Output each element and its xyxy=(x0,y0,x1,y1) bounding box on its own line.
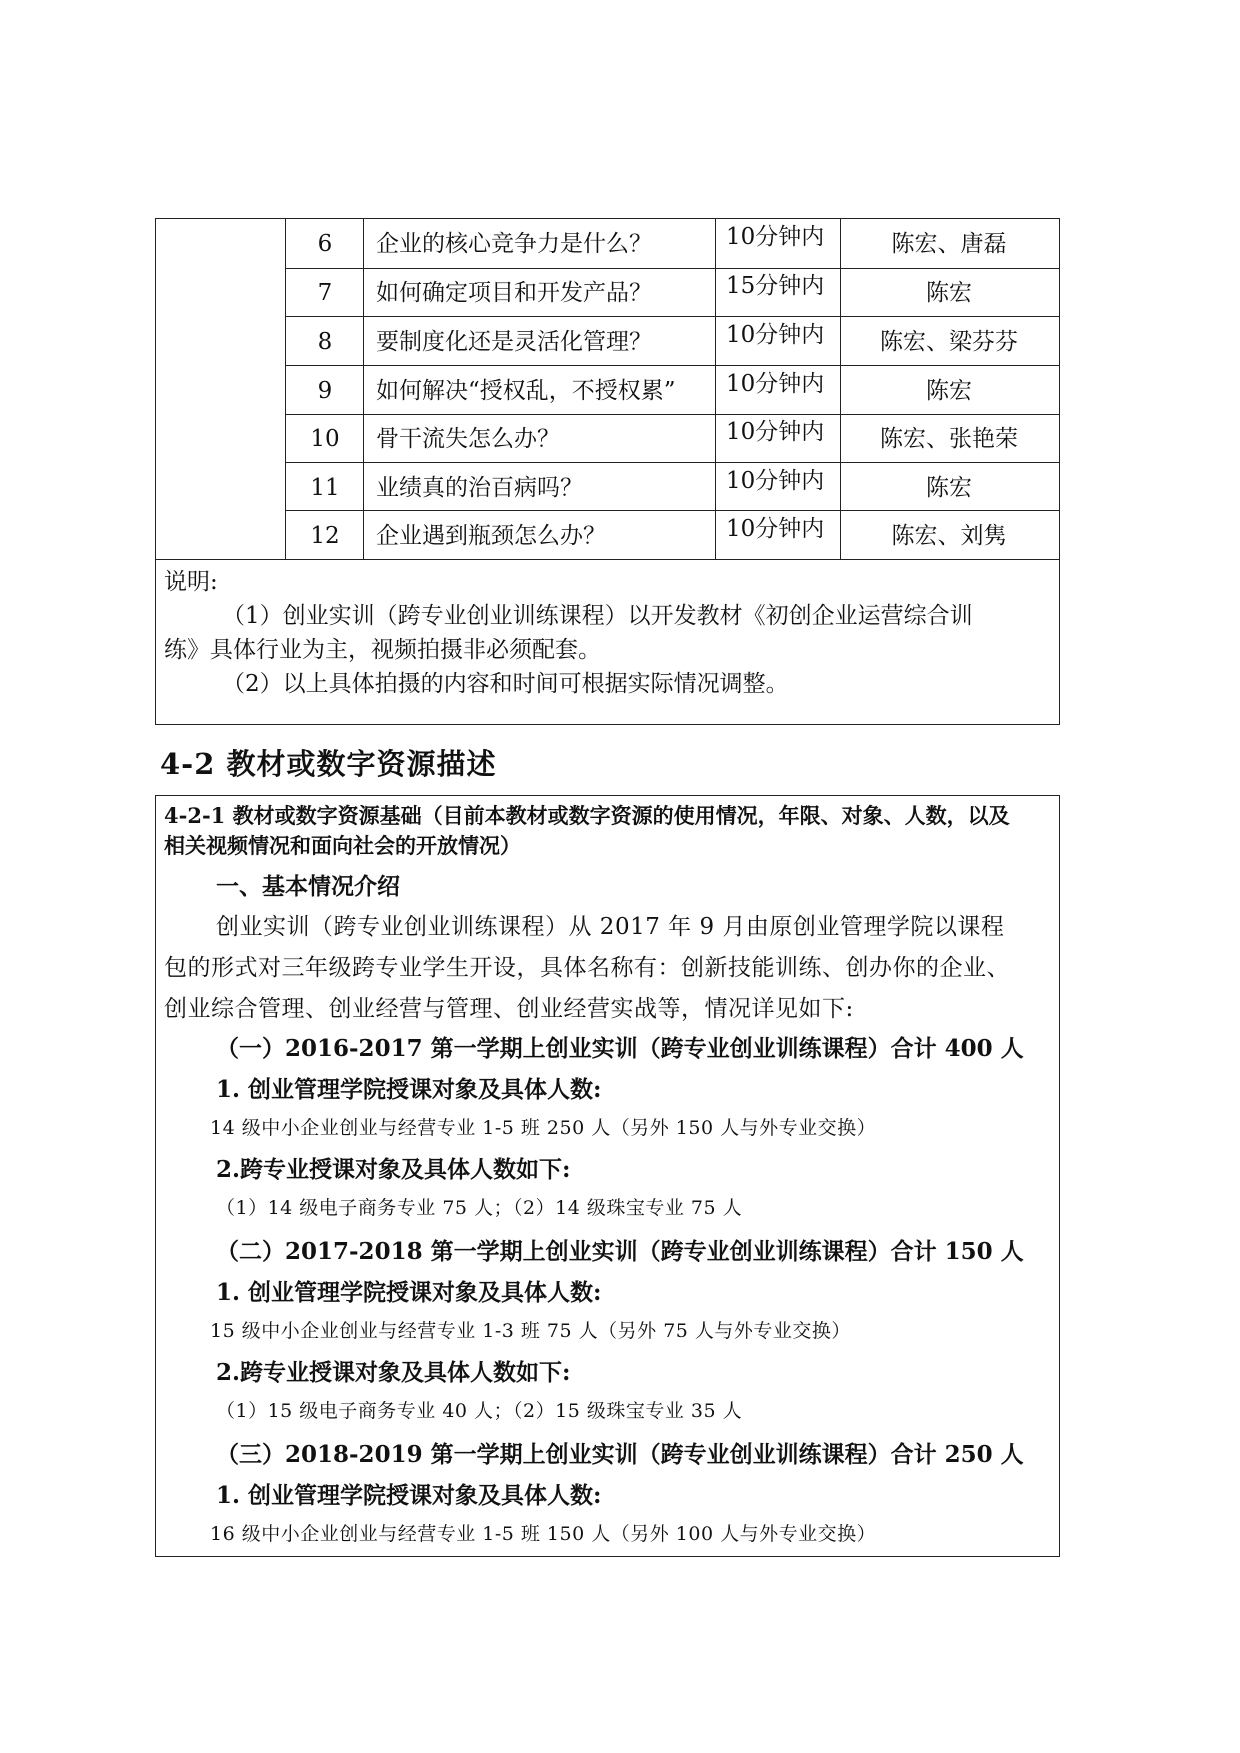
row-number: 9 xyxy=(317,378,333,404)
row-presenter: 陈宏 xyxy=(926,475,972,501)
detail-line: （1）15 级电子商务专业 40 人；（2）15 级珠宝专业 35 人 xyxy=(216,1400,743,1422)
table-divider xyxy=(285,316,1059,317)
box-title: 相关视频情况和面向社会的开放情况） xyxy=(164,833,521,858)
row-presenter: 陈宏、唐磊 xyxy=(891,231,1007,257)
detail-line: 16 级中小企业创业与经营专业 1-5 班 150 人（另外 100 人与外专业交换） xyxy=(210,1523,877,1545)
note-line: 练》具体行业为主，视频拍摄非必须配套。 xyxy=(164,637,601,663)
row-time: 10分钟内 xyxy=(726,468,825,494)
subheading: 2.跨专业授课对象及具体人数如下: xyxy=(216,1156,571,1183)
row-time: 10分钟内 xyxy=(726,224,825,250)
term-heading: （三）2018-2019 第一学期上创业实训（跨专业创业训练课程）合计 250 人 xyxy=(216,1441,1024,1468)
section-heading: 4-2 教材或数字资源描述 xyxy=(160,747,497,781)
subheading: 1. 创业管理学院授课对象及具体人数: xyxy=(216,1482,602,1509)
note-line: （1）创业实训（跨专业创业训练课程）以开发教材《初创企业运营综合训 xyxy=(222,603,973,629)
term-heading: （二）2017-2018 第一学期上创业实训（跨专业创业训练课程）合计 150 人 xyxy=(216,1238,1024,1265)
row-presenter: 陈宏 xyxy=(926,378,972,404)
paragraph-line: 创业实训（跨专业创业训练课程）从 2017 年 9 月由原创业管理学院以课程 xyxy=(216,914,1005,940)
subheading: 1. 创业管理学院授课对象及具体人数: xyxy=(216,1076,602,1103)
row-time: 10分钟内 xyxy=(726,371,825,397)
subheading: 2.跨专业授课对象及具体人数如下: xyxy=(216,1359,571,1386)
table-divider xyxy=(715,219,716,559)
note-title: 说明: xyxy=(164,569,218,595)
table-divider xyxy=(285,510,1059,511)
schedule-table xyxy=(155,218,1060,725)
row-question: 骨干流失怎么办？ xyxy=(376,426,560,452)
intro-heading: 一、基本情况介绍 xyxy=(216,873,400,900)
table-divider xyxy=(285,268,1059,269)
row-time: 10分钟内 xyxy=(726,516,825,542)
row-number: 6 xyxy=(317,231,333,257)
row-question: 要制度化还是灵活化管理？ xyxy=(376,329,652,355)
term-heading: （一）2016-2017 第一学期上创业实训（跨专业创业训练课程）合计 400 人 xyxy=(216,1035,1024,1062)
row-question: 企业的核心竞争力是什么？ xyxy=(376,231,652,257)
paragraph-line: 创业综合管理、创业经营与管理、创业经营实战等，情况详见如下: xyxy=(164,996,854,1022)
row-presenter: 陈宏、张艳荣 xyxy=(880,426,1018,452)
row-number: 7 xyxy=(317,280,333,306)
row-presenter: 陈宏、梁芬芬 xyxy=(880,329,1018,355)
detail-line: （1）14 级电子商务专业 75 人；（2）14 级珠宝专业 75 人 xyxy=(216,1197,743,1219)
row-number: 8 xyxy=(317,329,333,355)
row-question: 业绩真的治百病吗？ xyxy=(376,475,583,501)
table-divider xyxy=(285,414,1059,415)
row-question: 企业遇到瓶颈怎么办？ xyxy=(376,523,606,549)
detail-line: 14 级中小企业创业与经营专业 1-5 班 250 人（另外 150 人与外专业交换） xyxy=(210,1117,877,1139)
detail-line: 15 级中小企业创业与经营专业 1-3 班 75 人（另外 75 人与外专业交换） xyxy=(210,1320,851,1342)
box-title: 4-2-1 教材或数字资源基础（目前本教材或数字资源的使用情况，年限、对象、人数，以及 xyxy=(164,803,1010,828)
row-number: 10 xyxy=(310,426,340,452)
row-time: 15分钟内 xyxy=(726,273,825,299)
row-time: 10分钟内 xyxy=(726,322,825,348)
note-line: （2）以上具体拍摄的内容和时间可根据实际情况调整。 xyxy=(222,671,789,697)
table-divider xyxy=(156,559,1059,560)
subheading: 1. 创业管理学院授课对象及具体人数: xyxy=(216,1279,602,1306)
row-presenter: 陈宏 xyxy=(926,280,972,306)
description-box xyxy=(155,795,1060,1557)
table-divider xyxy=(285,462,1059,463)
row-number: 11 xyxy=(310,475,340,501)
paragraph-line: 包的形式对三年级跨专业学生开设，具体名称有：创新技能训练、创办你的企业、 xyxy=(164,955,1010,981)
row-question: 如何解决“授权乱，不授权累” xyxy=(376,378,676,404)
row-presenter: 陈宏、刘隽 xyxy=(891,523,1007,549)
row-time: 10分钟内 xyxy=(726,419,825,445)
row-question: 如何确定项目和开发产品？ xyxy=(376,280,652,306)
table-divider xyxy=(285,365,1059,366)
row-number: 12 xyxy=(310,523,340,549)
